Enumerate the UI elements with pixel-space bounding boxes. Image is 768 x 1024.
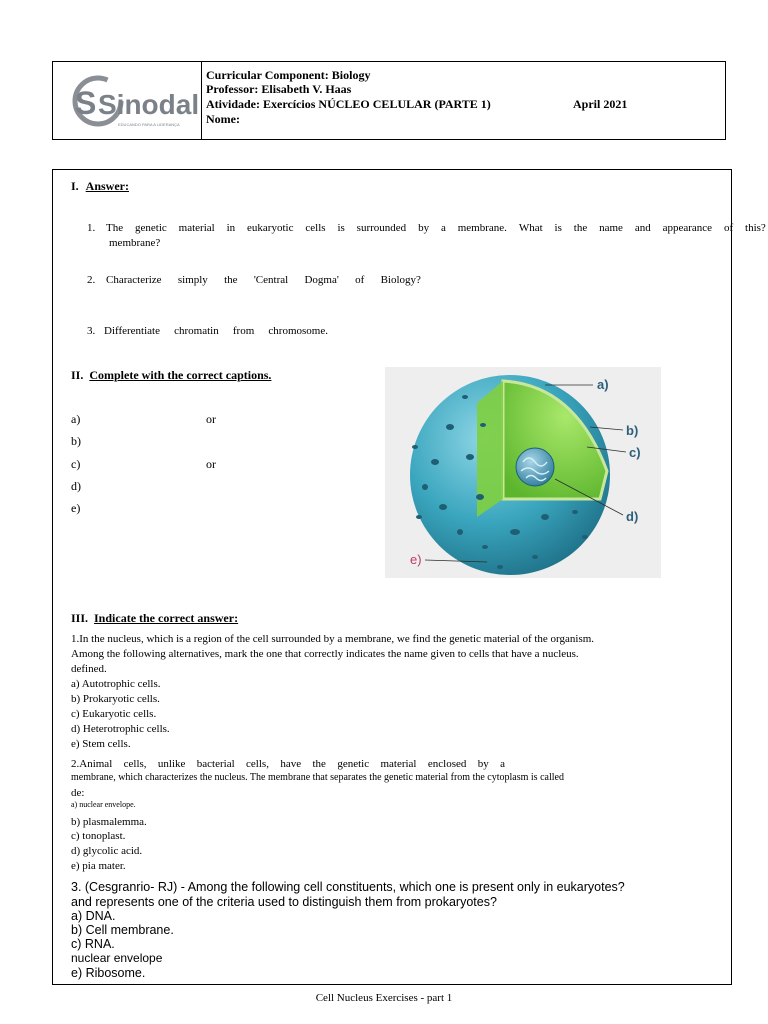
mc-question-2-line3: de: bbox=[71, 787, 85, 799]
mc-question-2-option-e: e) pia mater. bbox=[71, 860, 126, 872]
mc-question-2-option-a: a) nuclear envelope. bbox=[71, 800, 136, 809]
word: material bbox=[380, 758, 417, 770]
word: bacterial bbox=[196, 758, 235, 770]
word: the bbox=[573, 222, 588, 234]
caption-item-c-or: or bbox=[206, 457, 216, 471]
mc-question-2-option-b: b) plasmalemma. bbox=[71, 816, 147, 828]
mc-question-2-line2: membrane, which characterizes the nucleus. The membrane that separates the genetic material from the cytoplasm is called bbox=[71, 772, 564, 783]
mc-question-1-line1: 1.In the nucleus, which is a region of the cell surrounded by a membrane, we find the genetic material of the organism. bbox=[71, 633, 595, 645]
word: the bbox=[224, 274, 238, 286]
word: enclosed bbox=[427, 758, 467, 770]
section3-title: Indicate the correct answer: bbox=[94, 611, 239, 625]
word: Biology? bbox=[380, 274, 421, 286]
date-label: April 2021 bbox=[573, 97, 628, 111]
figure-label-c: c) bbox=[629, 445, 641, 460]
section3-number: III. bbox=[71, 611, 89, 625]
word: this? bbox=[745, 222, 766, 234]
word: genetic bbox=[135, 222, 167, 234]
cytoplasm-cutaway bbox=[503, 381, 607, 499]
name-label: Nome: bbox=[206, 112, 240, 126]
word: have bbox=[280, 758, 302, 770]
cell-diagram bbox=[385, 367, 661, 578]
mc-question-1-option-b: b) Prokaryotic cells. bbox=[71, 693, 160, 705]
word: from bbox=[232, 325, 255, 337]
word: material bbox=[178, 222, 215, 234]
mc-question-2-option-d: d) glycolic acid. bbox=[71, 845, 143, 857]
word: Characterize bbox=[106, 274, 162, 286]
word: the bbox=[312, 758, 326, 770]
word: The bbox=[106, 222, 124, 234]
mc-question-1-line3: defined. bbox=[71, 663, 107, 675]
word: Differentiate bbox=[104, 325, 160, 337]
word: appearance bbox=[662, 222, 713, 234]
word: chromosome. bbox=[268, 325, 328, 337]
word: cells, bbox=[246, 758, 269, 770]
school-logo bbox=[68, 72, 200, 134]
mc-question-2-option-c: c) tonoplast. bbox=[71, 830, 126, 842]
mc-question-1-option-a: a) Autotrophic cells. bbox=[71, 678, 161, 690]
word: by bbox=[477, 758, 489, 770]
caption-item-d: d) bbox=[71, 479, 81, 493]
word: is bbox=[554, 222, 562, 234]
word: simply bbox=[177, 274, 208, 286]
figure-label-d: d) bbox=[626, 509, 639, 524]
word: name bbox=[599, 222, 623, 234]
question-1-number: 1. bbox=[87, 222, 96, 234]
word: is bbox=[337, 222, 345, 234]
mc-question-3-option-a: a) DNA. bbox=[71, 909, 116, 923]
activity-label: Atividade: Exercícios NÚCLEO CELULAR (PARTE 1) bbox=[206, 97, 491, 111]
figure-label-e: e) bbox=[410, 552, 422, 567]
caption-item-e: e) bbox=[71, 501, 81, 515]
mc-question-3-line1: 3. (Cesgranrio- RJ) - Among the following cell constituents, which one is present only in eukaryotes? bbox=[71, 880, 625, 894]
mc-question-3-option-e: e) Ribosome. bbox=[71, 966, 146, 980]
page-footer: Cell Nucleus Exercises - part 1 bbox=[315, 992, 453, 1004]
section1-number: I. bbox=[71, 179, 79, 193]
question-2-number: 2. bbox=[87, 274, 96, 286]
section2-number: II. bbox=[71, 368, 84, 382]
word: unlike bbox=[157, 758, 186, 770]
caption-item-a-or: or bbox=[206, 412, 216, 426]
word: eukaryotic bbox=[247, 222, 294, 234]
mc-question-3-line2: and represents one of the criteria used to distinguish them from prokaryotes? bbox=[71, 895, 497, 909]
cell-illustration bbox=[385, 367, 661, 578]
word: 'Central bbox=[253, 274, 289, 286]
mc-question-3-option-c: c) RNA. bbox=[71, 937, 115, 951]
header-divider bbox=[201, 61, 202, 140]
word: 2.Animal bbox=[71, 758, 113, 770]
word: and bbox=[634, 222, 651, 234]
word: chromatin bbox=[174, 325, 219, 337]
mc-question-2-line1 bbox=[71, 757, 505, 771]
word: cells, bbox=[123, 758, 147, 770]
mc-question-1-option-d: d) Heterotrophic cells. bbox=[71, 723, 170, 735]
component-label: Curricular Component: Biology bbox=[206, 68, 371, 82]
mc-question-3-option-b: b) Cell membrane. bbox=[71, 923, 174, 937]
question-3-number: 3. bbox=[87, 325, 96, 337]
svg-text:S: S bbox=[75, 85, 97, 121]
word: of bbox=[723, 222, 734, 234]
professor-label: Professor: Elisabeth V. Haas bbox=[206, 82, 352, 96]
question-2-text bbox=[106, 273, 421, 287]
caption-item-c: c) bbox=[71, 457, 81, 471]
caption-item-b: b) bbox=[71, 434, 81, 448]
word: membrane. bbox=[457, 222, 507, 234]
word: of bbox=[355, 274, 365, 286]
figure-label-a: a) bbox=[597, 377, 609, 392]
word: genetic bbox=[337, 758, 370, 770]
section3-heading bbox=[71, 611, 238, 626]
word: What bbox=[518, 222, 543, 234]
word: a bbox=[440, 222, 446, 234]
mc-question-1-line2: Among the following alternatives, mark the one that correctly indicates the name given to cells that have a nucleus. bbox=[71, 648, 579, 660]
word: by bbox=[418, 222, 430, 234]
logo-tagline: EDUCANDO PARA A LIDERANÇA bbox=[118, 122, 180, 127]
caption-item-a: a) bbox=[71, 412, 81, 426]
mc-question-1-option-c: c) Eukaryotic cells. bbox=[71, 708, 157, 720]
word: cells bbox=[305, 222, 326, 234]
mc-question-1-option-e: e) Stem cells. bbox=[71, 738, 131, 750]
section1-heading bbox=[71, 179, 129, 194]
word: a bbox=[500, 758, 505, 770]
word: Dogma' bbox=[304, 274, 339, 286]
question-1-line1 bbox=[106, 221, 766, 235]
figure-label-b: b) bbox=[626, 423, 639, 438]
section1-title: Answer: bbox=[85, 179, 129, 193]
nucleus-sphere bbox=[516, 448, 554, 486]
section2-title: Complete with the correct captions. bbox=[89, 368, 272, 382]
question-3-text bbox=[104, 324, 328, 338]
question-1-line2: membrane? bbox=[109, 237, 161, 249]
word: in bbox=[226, 222, 236, 234]
word: surrounded bbox=[356, 222, 407, 234]
logo-wordmark: Sinodal bbox=[98, 89, 200, 120]
section2-heading bbox=[71, 368, 271, 383]
mc-question-3-option-d: nuclear envelope bbox=[71, 951, 163, 965]
